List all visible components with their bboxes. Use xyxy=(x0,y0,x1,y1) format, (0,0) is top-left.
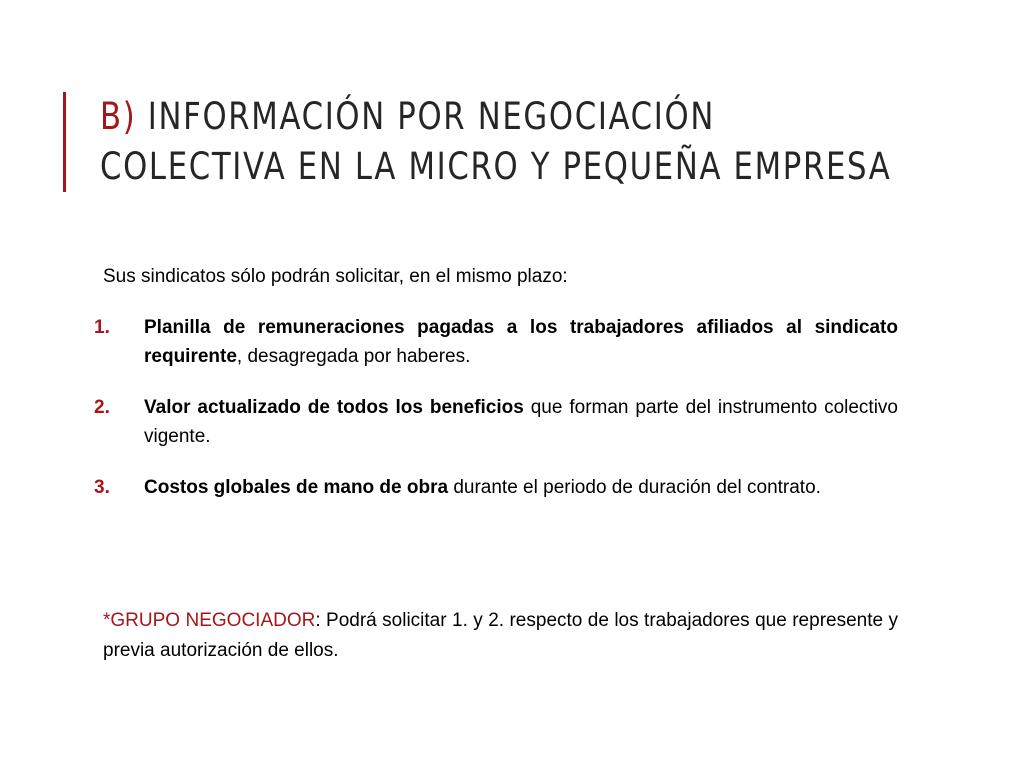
list-item xyxy=(78,393,898,451)
list-item-bold-text: Valor actualizado de todos los beneficios xyxy=(144,397,524,418)
slide-title xyxy=(100,92,892,192)
title-accent-bar xyxy=(63,92,66,192)
title-line-2: COLECTIVA EN LA MICRO Y PEQUEÑA EMPRESA xyxy=(100,145,892,188)
note-label: *GRUPO NEGOCIADOR xyxy=(103,610,316,631)
negotiating-group-note xyxy=(103,606,898,666)
requirements-list xyxy=(78,313,898,524)
list-item-number: 2. xyxy=(94,397,110,418)
title-line-1-text: INFORMACIÓN POR NEGOCIACIÓN xyxy=(147,95,715,138)
list-item-bold-text: Planilla de remuneraciones pagadas a los trabajadores afiliados al sindicato requirente xyxy=(144,317,898,367)
note-text: : Podrá solicitar 1. y 2. respecto de los trabajadores que represente y previa autorización de ellos. xyxy=(103,610,898,661)
list-item-text: durante el periodo de duración del contrato. xyxy=(448,477,821,498)
list-item-number: 1. xyxy=(94,317,110,338)
intro-text: Sus sindicatos sólo podrán solicitar, en el mismo plazo: xyxy=(103,266,568,287)
title-prefix: B) xyxy=(100,95,137,138)
list-item xyxy=(78,473,898,502)
list-item xyxy=(78,313,898,371)
list-item-bold-text: Costos globales de mano de obra xyxy=(144,477,449,498)
list-item-text: que forman parte del instrumento colectivo vigente. xyxy=(144,397,898,447)
list-item-number: 3. xyxy=(94,477,110,498)
title-line-1 xyxy=(100,92,830,142)
list-item-text: , desagregada por haberes. xyxy=(236,346,471,367)
